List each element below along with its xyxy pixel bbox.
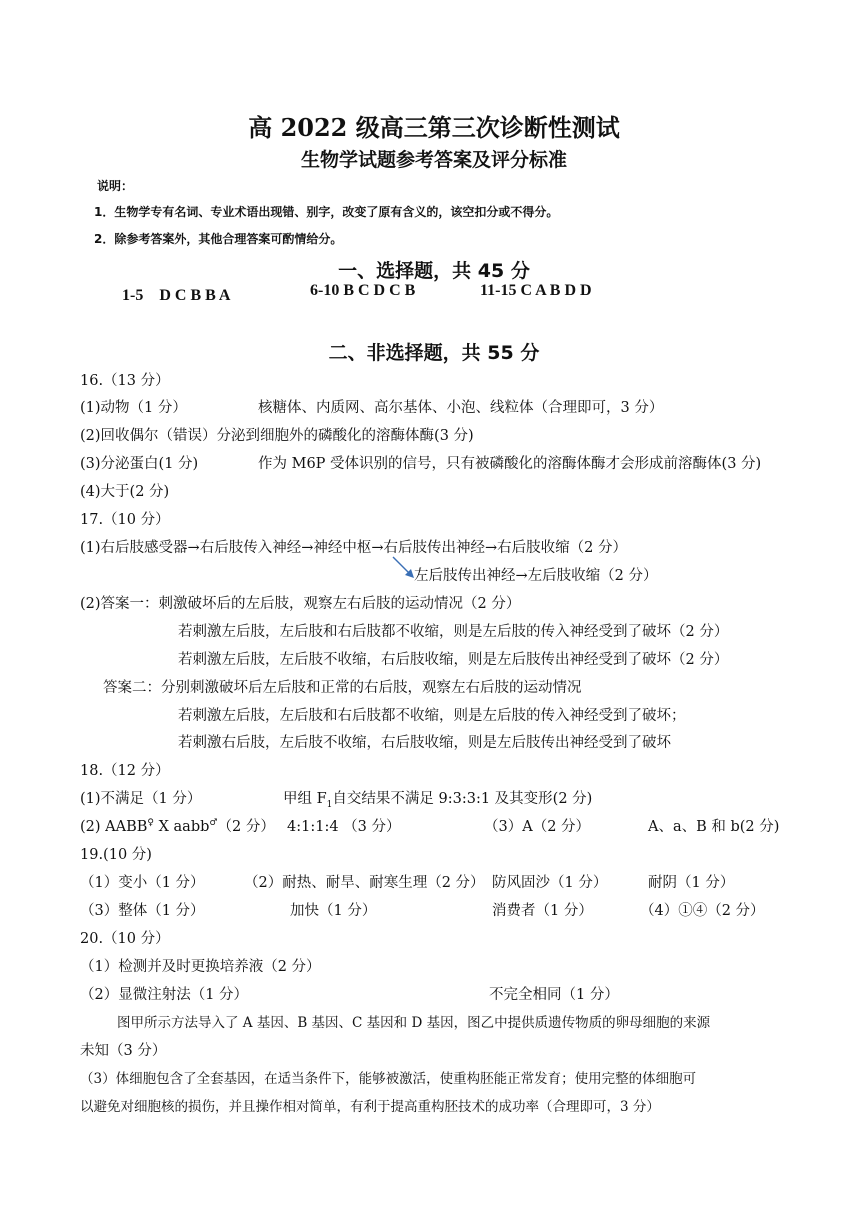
q20-answer-1: （1）检测并及时更换培养液（2 分）: [80, 959, 321, 975]
q19-answer-2: （2）耐热、耐旱、耐寒生理（2 分）: [244, 875, 485, 891]
q17-answer-2-line-4: 答案二：分别刺激破坏后左后肢和正常的右后肢，观察左右后肢的运动情况: [103, 680, 582, 696]
q20-answer-3-line-2: 以避免对细胞核的损伤，并且操作相对简单，有利于提高重构胚技术的成功率（合理即可，3 分）: [80, 1099, 660, 1115]
mc-answers-11-15: 11-15 C A B D D: [480, 282, 592, 299]
q18-answer-2-ratio: 4:1:1:4 （3 分）: [287, 819, 401, 835]
q18-answer-3: （3）A（2 分）: [484, 819, 591, 835]
q20-heading: 20.（10 分）: [80, 931, 170, 947]
q18-f1-suffix: 自交结果不满足 9:3:3:1 及其变形(2 分): [332, 791, 593, 807]
q19-heading: 19.(10 分): [80, 847, 152, 863]
section-heading-choice: 一、选择题，共 45 分: [338, 260, 530, 282]
q20-answer-2c-line-1: 图甲所示方法导入了 A 基因、B 基因、C 基因和 D 基因，图乙中提供质遗传物质的卵母细胞的来源: [117, 1015, 711, 1031]
q19-answer-2b: 防风固沙（1 分）: [492, 875, 608, 891]
q17-answer-2-line-3: 若刺激左后肢，左后肢不收缩，右后肢收缩，则是左后肢传出神经受到了破坏（2 分）: [178, 652, 729, 668]
male-symbol-icon: ♂: [209, 818, 218, 829]
note-1: 1．生物学专有名词、专业术语出现错、别字，改变了原有含义的，该空扣分或不得分。: [94, 205, 559, 219]
q18-cross-female: (2) AABB: [80, 819, 148, 835]
mc-answers-1-5: 1-5 D C B B A: [122, 287, 231, 304]
section-heading-nonchoice: 二、非选择题，共 55 分: [328, 342, 540, 364]
q18-answer-2: [80, 817, 275, 837]
q16-heading: 16.（13 分）: [80, 373, 170, 389]
q17-heading: 17.（10 分）: [80, 512, 170, 528]
q16-answer-4: (4)大于(2 分): [80, 484, 170, 500]
q19-answer-1: （1）变小（1 分）: [80, 875, 205, 891]
q18-answer-1-left: (1)不满足（1 分）: [80, 791, 202, 807]
q17-answer-2-line-2: 若刺激左后肢，左后肢和右后肢都不收缩，则是左后肢的传入神经受到了破坏（2 分）: [178, 624, 729, 640]
q20-answer-2b: 不完全相同（1 分）: [489, 987, 619, 1003]
q17-answer-2-line-6: 若刺激右后肢，左后肢不收缩，右后肢收缩，则是左后肢传出神经受到了破坏: [178, 735, 671, 751]
q20-answer-2c-line-2: 未知（3 分）: [80, 1043, 167, 1059]
q16-answer-3-right: 作为 M6P 受体识别的信号，只有被磷酸化的溶酶体酶才会形成前溶酶体(3 分): [258, 456, 762, 472]
q18-cross-score: （2 分）: [217, 819, 275, 835]
q19-answer-3b: 加快（1 分）: [290, 903, 377, 919]
q20-answer-3-line-1: （3）体细胞包含了全套基因，在适当条件下，能够被激活，使重构胚能正常发育；使用完整的体细胞可: [80, 1071, 697, 1087]
female-symbol-icon: ♀: [147, 818, 154, 829]
page-title: 高 2022 级高三第三次诊断性测试: [248, 113, 620, 142]
note-2: 2．除参考答案外，其他合理答案可酌情给分。: [94, 232, 343, 246]
q16-answer-3-left: (3)分泌蛋白(1 分): [80, 456, 199, 472]
q18-answer-1-right: [283, 789, 592, 809]
q19-answer-3: （3）整体（1 分）: [80, 903, 205, 919]
q19-answer-3c: 消费者（1 分）: [492, 903, 593, 919]
page-subtitle: 生物学试题参考答案及评分标准: [300, 149, 567, 171]
q16-answer-1-left: (1)动物（1 分）: [80, 400, 187, 416]
q17-answer-1-line-1: (1)右后肢感受器→右后肢传入神经→神经中枢→右后肢传出神经→右后肢收缩（2 分）: [80, 540, 627, 556]
notes-label: 说明：: [97, 179, 134, 193]
q18-answer-3-right: A、a、B 和 b(2 分): [648, 819, 780, 835]
q18-cross-male: X aabb: [154, 819, 210, 835]
q18-f1-prefix: 甲组 F: [283, 791, 327, 807]
q18-f1-subscript: 1: [326, 799, 333, 810]
q18-heading: 18.（12 分）: [80, 763, 170, 779]
q16-answer-1-right: 核糖体、内质网、高尔基体、小泡、线粒体（合理即可，3 分）: [258, 400, 664, 416]
q20-answer-2: （2）显微注射法（1 分）: [80, 987, 249, 1003]
q16-answer-2: (2)回收偶尔（错误）分泌到细胞外的磷酸化的溶酶体酶(3 分): [80, 428, 474, 444]
mc-answers-6-10: 6-10 B C D C B: [310, 282, 416, 299]
q19-answer-2c: 耐阴（1 分）: [648, 875, 735, 891]
q17-answer-1-line-2: 左后肢传出神经→左后肢收缩（2 分）: [414, 568, 658, 584]
q19-answer-4: （4）①④（2 分）: [640, 903, 765, 919]
q17-answer-2-line-1: (2)答案一：刺激破坏后的左后肢，观察左右后肢的运动情况（2 分）: [80, 596, 521, 612]
q17-answer-2-line-5: 若刺激左后肢，左后肢和右后肢都不收缩，则是左后肢的传入神经受到了破坏；: [178, 708, 686, 724]
